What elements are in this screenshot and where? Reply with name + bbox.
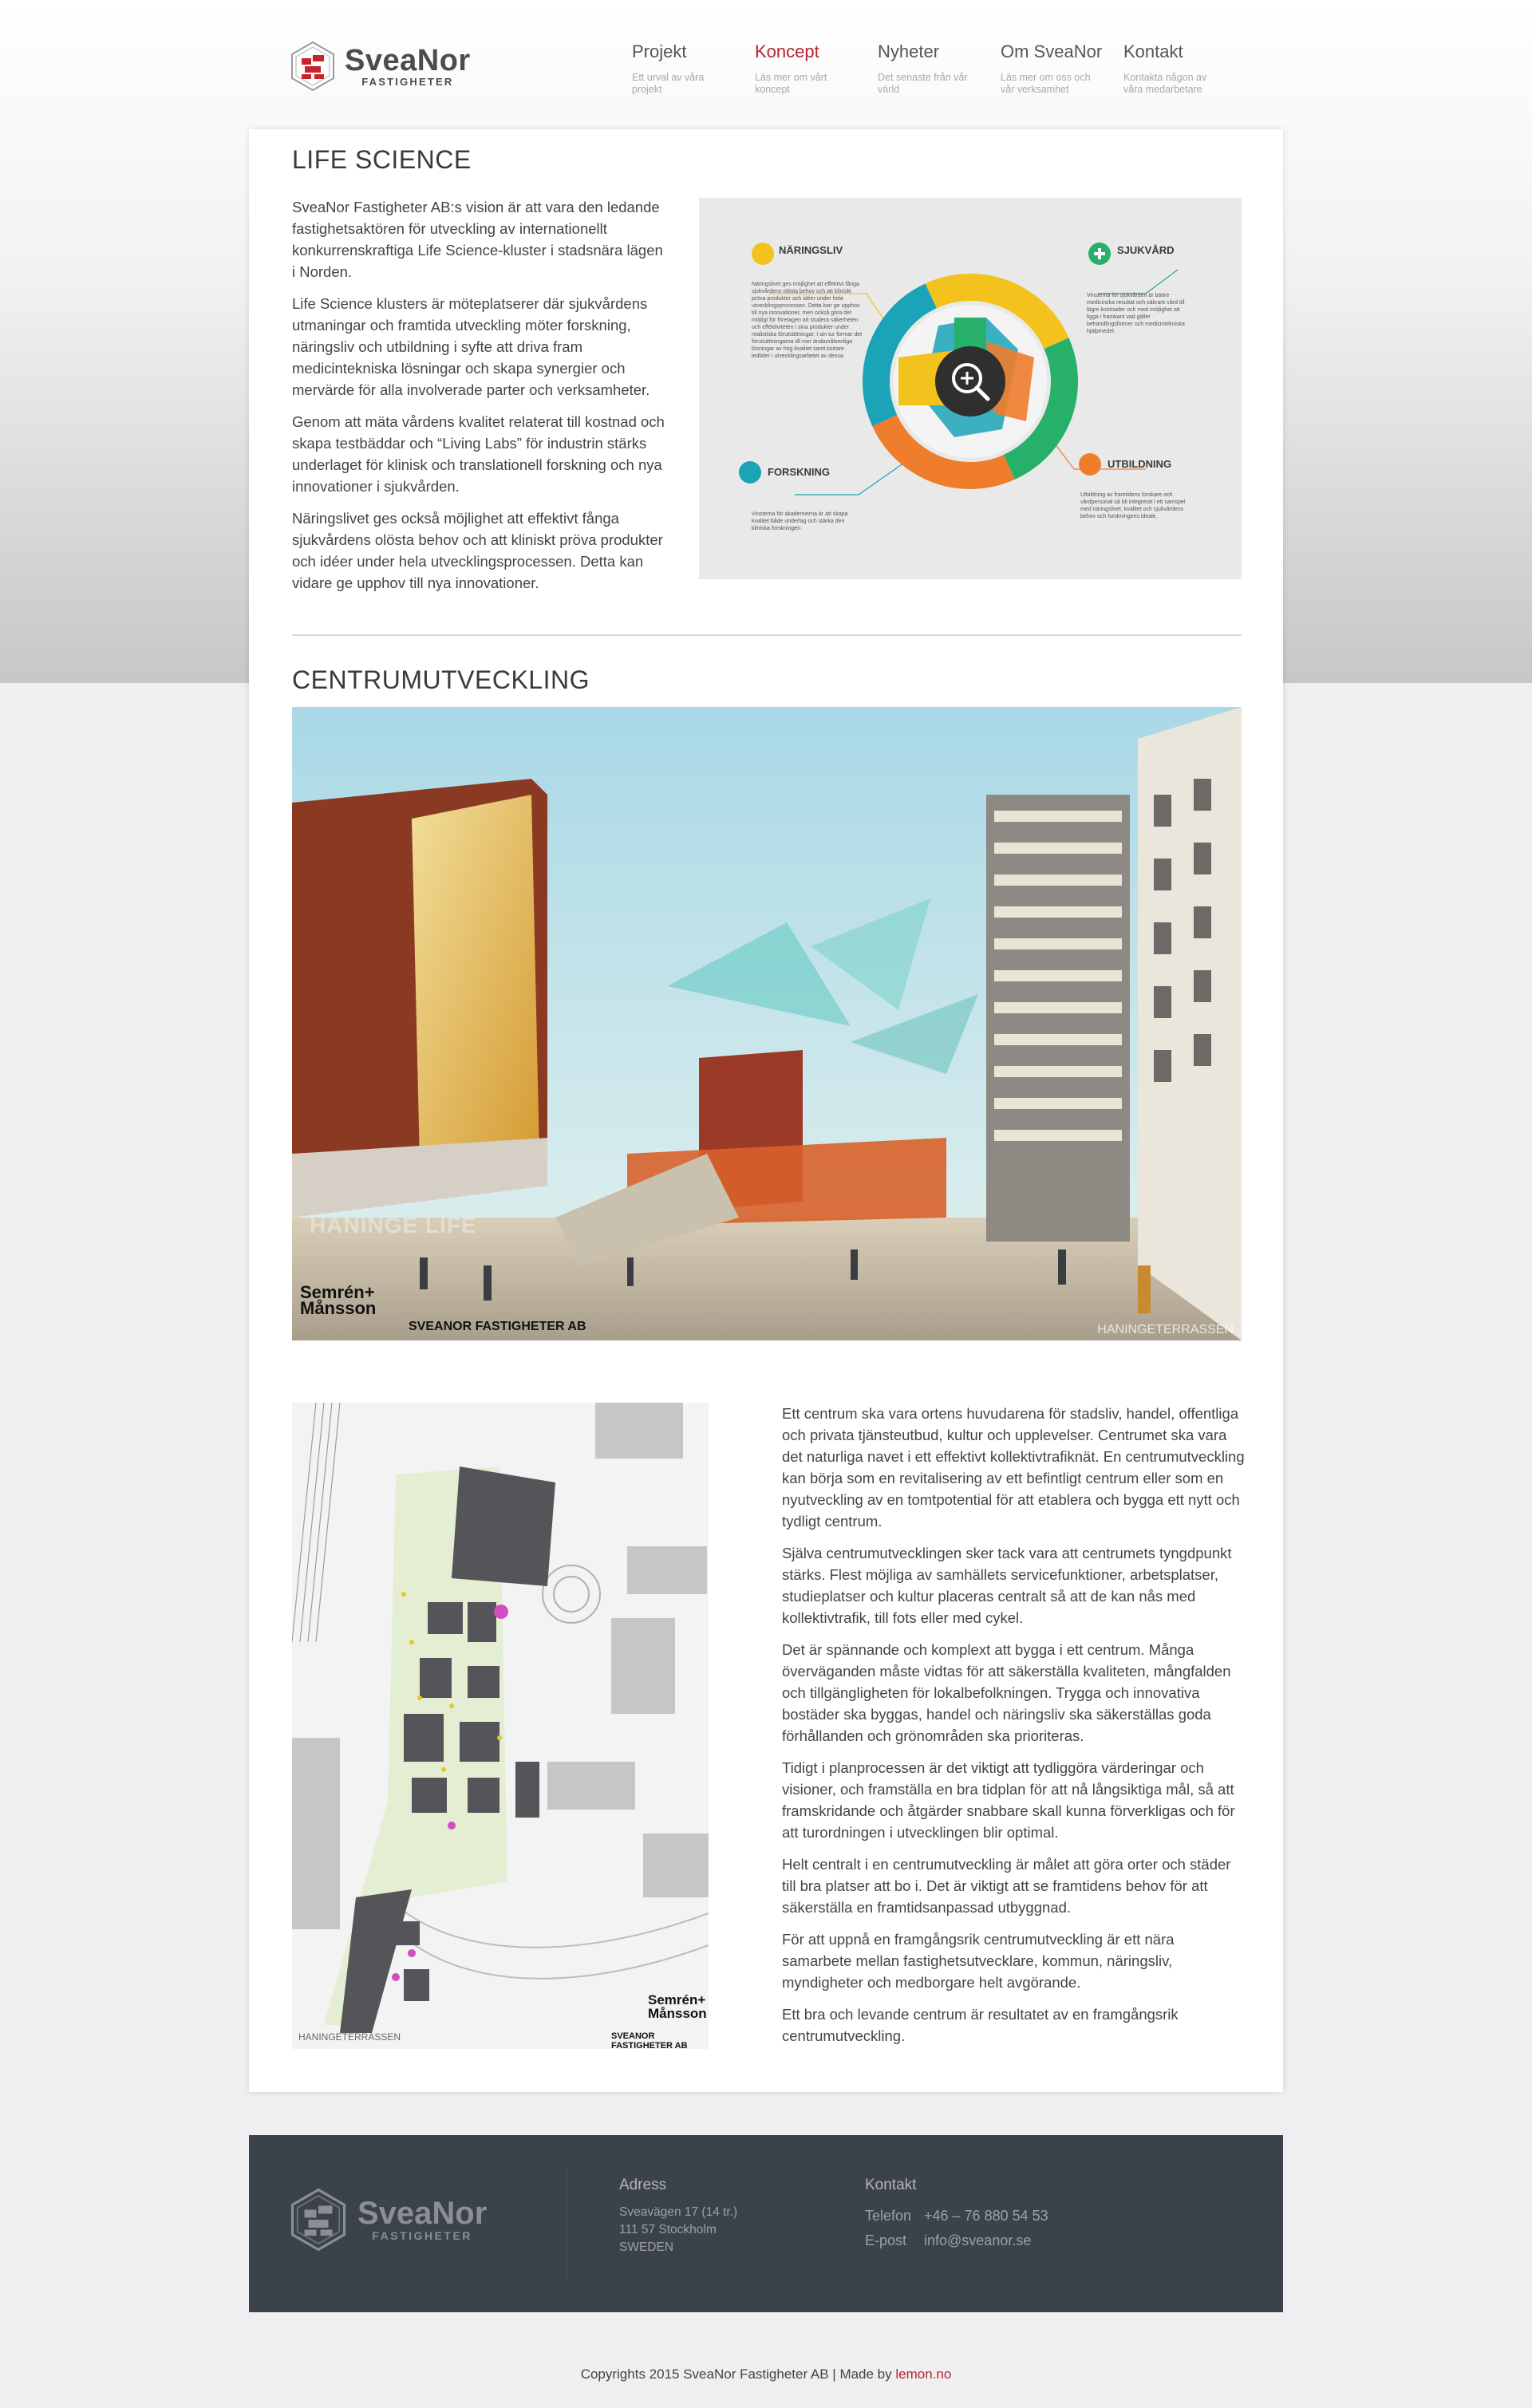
hero-caption: HANINGETERRASSEN bbox=[1097, 1323, 1234, 1336]
nav-sublabel: Ett urval av våra projekt bbox=[632, 72, 705, 95]
logo-mark-icon bbox=[290, 2188, 346, 2252]
footer-contact-title: Kontakt bbox=[865, 2177, 917, 2193]
map-credit-architect: Semrén+ Månsson bbox=[648, 1992, 707, 2021]
paragraph: Själva centrumutvecklingen sker tack vara att centrumets tyngdpunkt stärks. Flest möjliga av samhällets servicefunktioner, arbetsplatser, studieplatser och kultur placeras centralt så att de kan nås med kollektivtrafik, till fots eller med cykel. bbox=[782, 1545, 1232, 1626]
infographic-naringsliv: NÄRINGSLIV bbox=[779, 244, 843, 256]
footer-logo-subtitle: FASTIGHETER bbox=[372, 2229, 472, 2242]
footer-logo-name: SveaNor bbox=[357, 2196, 488, 2231]
paragraph: SveaNor Fastigheter AB:s vision är att vara den ledande fastighetsaktören för utveckling av internationellt konkurrenskraftiga Life Science-kluster i stadsnära lägen i Norden. bbox=[292, 199, 663, 280]
copyright bbox=[0, 2367, 1532, 2382]
nav-label: Om SveaNor bbox=[1001, 41, 1103, 61]
logo-name: SveaNor bbox=[345, 43, 471, 77]
paragraph: För att uppnå en framgångsrik centrumutveckling är ett nära samarbete mellan fastighetsutvecklare, kommun, näringsliv, myndigheter och medborgare helt avgörande. bbox=[782, 1931, 1175, 1991]
paragraph: Tidigt i planprocessen är det viktigt att tydliggöra värderingar och visioner, och framställa en bra tidplan för att nå långsiktiga mål, så att framskridande och åtgärder snabbare skall kunna förverkligas och för att turordningen i utvecklingen blir optimal. bbox=[782, 1759, 1235, 1841]
paragraph: Det är spännande och komplext att bygga i ett centrum. Många överväganden måste vidtas för att säkerställa kvaliteten, mångfalden och tillgängligheten för lokalbefolkningen. Trygga och innovativa bostäder ska byggas, handel och näringsliv ska säkerställas goda förhållanden och grönområden ska prioriteras. bbox=[782, 1641, 1231, 1744]
site-footer bbox=[249, 2135, 1283, 2312]
nav-item-koncept[interactable] bbox=[755, 41, 878, 96]
infographic-sjukvard: SJUKVÅRD bbox=[1117, 244, 1175, 256]
footer-logo[interactable] bbox=[290, 2188, 487, 2252]
infographic-utbildning: UTBILDNING bbox=[1108, 458, 1172, 470]
site-plan-map[interactable] bbox=[292, 1403, 709, 2049]
copyright-text: Copyrights 2015 SveaNor Fastigheter AB | Made by bbox=[580, 2367, 896, 2382]
site-header bbox=[0, 0, 1532, 128]
footer-email-label: E-post bbox=[865, 2232, 907, 2248]
hero-credit-sveanor: SVEANOR FASTIGHETER AB bbox=[409, 1320, 586, 1333]
nav-label: Kontakt bbox=[1123, 41, 1183, 61]
infographic-forskning: FORSKNING bbox=[768, 466, 830, 478]
nav-sublabel: Läs mer om vårt koncept bbox=[755, 72, 827, 95]
map-credit-sveanor: SVEANOR FASTIGHETER AB bbox=[611, 2031, 688, 2049]
nav-sublabel: Det senaste från vår värld bbox=[878, 72, 968, 95]
infographic-utbildning-text: Utbildning av framtidens forskare och vårdpersonal så bli integrerat i ett samspel med näringslivet, kvalitet och sjukvårdens behov och forskningens ideale. bbox=[1080, 492, 1186, 519]
paragraph: Ett bra och levande centrum är resultatet av en framgångsrik centrumutveckling. bbox=[782, 2006, 1179, 2044]
nav-item-om-sveanor[interactable] bbox=[1001, 41, 1123, 96]
life-science-title: LIFE SCIENCE bbox=[292, 145, 472, 174]
map-caption: HANINGETERRASSEN bbox=[298, 2031, 401, 2043]
footer-phone-label: Telefon bbox=[865, 2208, 912, 2224]
footer-email-link[interactable]: info@sveanor.se bbox=[924, 2232, 1032, 2248]
nav-sublabel: Kontakta någon av våra medarbetare bbox=[1123, 72, 1207, 95]
nav-item-nyheter[interactable] bbox=[878, 41, 1001, 96]
nav-label: Projekt bbox=[632, 41, 687, 61]
paragraph: Näringslivet ges också möjlighet att effektivt fånga sjukvårdens olösta behov och att kliniskt pröva produkter och idéer under hela utvecklingsprocessen. Detta kan vidare ge upphov till nya innovationer. bbox=[292, 510, 663, 591]
footer-address-line: SWEDEN bbox=[619, 2240, 674, 2254]
nav-label: Nyheter bbox=[878, 41, 940, 61]
footer-contact bbox=[865, 2177, 1048, 2253]
copyright-link[interactable]: lemon.no bbox=[895, 2367, 952, 2382]
infographic-sjukvard-text: Vinsterna för sjukvården är bättre medicinska resultat och säkrare vård till lägre kostnader och med möjlighet att ligga i framkant vad gäller behandlingsformer och medicintekniska hjälpmedel. bbox=[1087, 293, 1185, 334]
paragraph: Life Science klusters är möteplatserer där sjukvårdens utmaningar och framtida utveckling möter forskning, näringsliv och utbildning i syfte att driva fram medicintekniska lösningar och skapa synergier och mervärde för alla involverade parter och verksamheter. bbox=[292, 295, 650, 398]
footer-phone-link[interactable]: +46 – 76 880 54 53 bbox=[924, 2208, 1048, 2224]
paragraph: Genom att mäta vårdens kvalitet relaterat till kostnad och skapa testbäddar och “Living Labs” för industrin stärks underlaget för klinisk och translationell forskning och nya innovationer i sjukvården. bbox=[292, 413, 665, 495]
life-science-text bbox=[292, 196, 667, 604]
hero-credit-architect: Semrén+ Månsson bbox=[300, 1282, 377, 1318]
life-science-infographic[interactable] bbox=[699, 198, 1242, 579]
logo-subtitle: FASTIGHETER bbox=[361, 75, 454, 88]
footer-address-title: Adress bbox=[619, 2177, 667, 2193]
centrum-text bbox=[782, 1403, 1245, 2057]
footer-address bbox=[619, 2177, 737, 2256]
nav-sublabel: Läs mer om oss och vår verksamhet bbox=[1001, 72, 1091, 95]
paragraph: Ett centrum ska vara ortens huvudarena för stadsliv, handel, offentliga och privata tjänsteutbud, kultur och upplevelser. Centrumet ska vara det naturliga navet i ett effektivt kollektivtrafiknät. En centrumutveckling kan börja som en revitalisering av ett befintligt centrum eller som en nyutveckling av en tomtpotential för att etablera och bygga ett nytt och tydligt centrum. bbox=[782, 1405, 1245, 1530]
hero-rendering-image[interactable] bbox=[292, 707, 1242, 1340]
hero-sign-text: HANINGE LIFE bbox=[310, 1213, 477, 1238]
nav-label: Koncept bbox=[755, 41, 819, 61]
footer-address-line: 111 57 Stockholm bbox=[619, 2223, 717, 2236]
footer-address-line: Sveavägen 17 (14 tr.) bbox=[619, 2205, 738, 2219]
section-divider bbox=[292, 634, 1242, 636]
paragraph: Helt centralt i en centrumutveckling är målet att göra orter och städer till bra platser att bo i. Det är viktigt att se framtidens behov för att säkerställa en framtidsanpassad utbyggnad. bbox=[782, 1856, 1231, 1916]
infographic-naringsliv-text: Näringslivet ges möjlighet att effektivt fånga sjukvårdens olösta behov och att kliniskt pröva produkter och idéer under hela utvecklingsprocessen. Detta kan ge upphov till nya innovationer, men också göra det möjligt för företagen att studera säkerheten och effektiviteten i sina produkter under realistiska förutsättningar. I sin tur formar det förutsättningarna till mer ändamålsenliga lösningar av hög kvalitet samt kortare ledtider i utvecklingsarbetet av dessa. bbox=[752, 282, 863, 359]
centrum-title: CENTRUMUTVECKLING bbox=[292, 665, 590, 694]
infographic-forskning-text: Vinsterna för akademierna är att skapa kvalitet både underlag och stärka den kliniska forskningen. bbox=[752, 511, 848, 531]
logo-mark-icon bbox=[290, 41, 335, 92]
nav-item-kontakt[interactable] bbox=[1123, 41, 1246, 96]
site-logo[interactable] bbox=[290, 38, 482, 94]
main-nav bbox=[632, 41, 1246, 96]
nav-item-projekt[interactable] bbox=[632, 41, 755, 96]
content-card bbox=[249, 129, 1283, 2092]
